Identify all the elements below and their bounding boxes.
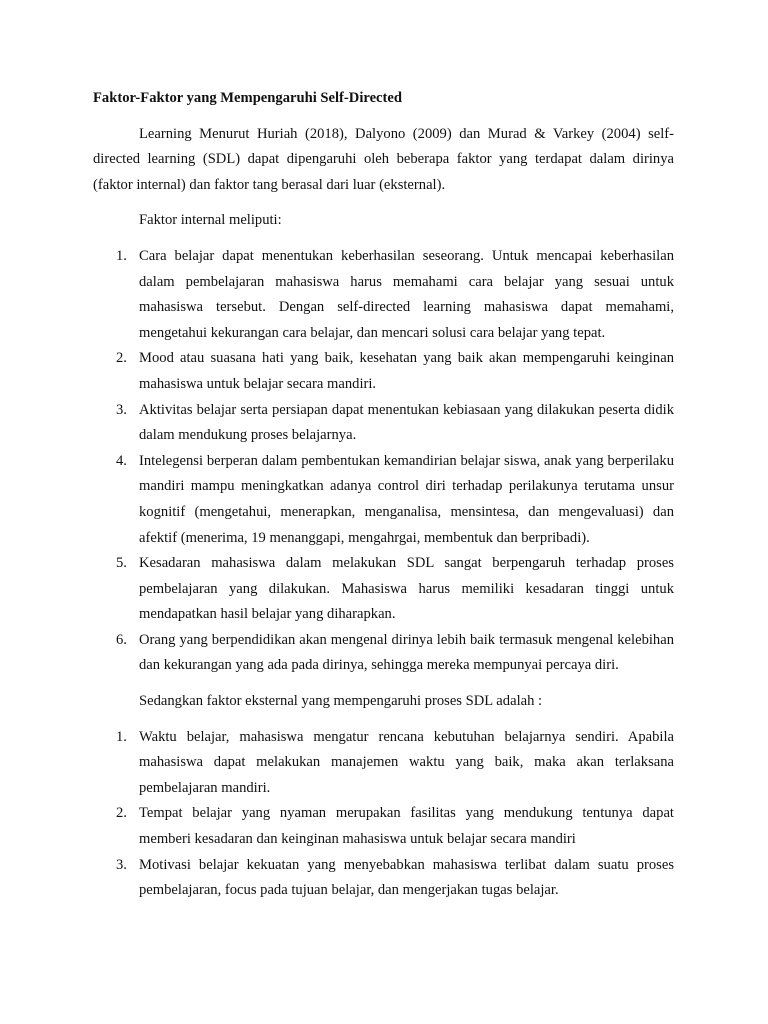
list-number: 1.: [116, 247, 127, 264]
list-number: 6.: [116, 631, 127, 648]
list-item-text: Cara belajar dapat menentukan keberhasilan seseorang. Untuk mencapai keberhasilan dalam pembelajaran mahasiswa harus memahami cara belajar yang sesuai untuk mahasiswa tersebut. Dengan self-directed learning mahasiswa dapat memahami, mengetahui kekurangan cara belajar, dan mencari solusi cara belajar yang tepat.: [139, 247, 674, 341]
list-item: [93, 346, 674, 397]
list-number: 2.: [116, 350, 127, 367]
list-item-text: Aktivitas belajar serta persiapan dapat menentukan kebiasaan yang dilakukan peserta didik dalam mendukung proses belajarnya.: [139, 401, 674, 444]
list-number: 1.: [116, 728, 127, 745]
internal-factors-lead: Faktor internal meliputi:: [139, 212, 282, 229]
list-item: [93, 551, 674, 628]
list-item: [93, 398, 674, 449]
internal-factors-list: [93, 244, 674, 679]
list-item: [93, 853, 674, 904]
external-factors-lead: Sedangkan faktor eksternal yang mempengaruhi proses SDL adalah :: [139, 693, 543, 710]
external-factors-list: [93, 725, 674, 904]
document-page: [93, 86, 674, 914]
list-item-text: Intelegensi berperan dalam pembentukan kemandirian belajar siswa, anak yang berperilaku mandiri mampu meningkatkan adanya control diri terhadap perilakunya terutama unsur kognitif (mengetahui, menerapkan, menganalisa, mensintesa, dan mengevaluasi) dan afektif (menerima, 19 menanggapi, mengahrgai, membentuk dan berpribadi).: [139, 452, 674, 546]
list-number: 5.: [116, 555, 127, 572]
intro-paragraph: Learning Menurut Huriah (2018), Dalyono (2009) dan Murad & Varkey (2004) self-directed learning (SDL) dapat dipengaruhi oleh beberapa faktor yang terdapat dalam dirinya (faktor internal) dan faktor tang berasal dari luar (eksternal).: [93, 125, 674, 193]
section-heading: Faktor-Faktor yang Mempengaruhi Self-Directed: [93, 90, 402, 106]
list-number: 3.: [116, 856, 127, 873]
list-item-text: Mood atau suasana hati yang baik, kesehatan yang baik akan mempengaruhi keinginan mahasiswa untuk belajar secara mandiri.: [139, 350, 674, 392]
list-item: [93, 801, 674, 852]
list-number: 2.: [116, 805, 127, 822]
list-number: 4.: [116, 452, 127, 469]
list-item: [93, 449, 674, 551]
list-item-text: Motivasi belajar kekuatan yang menyebabkan mahasiswa terlibat dalam suatu proses pembelajaran, focus pada tujuan belajar, dan mengerjakan tugas belajar.: [139, 856, 674, 899]
list-item: [93, 628, 674, 679]
list-item-text: Kesadaran mahasiswa dalam melakukan SDL sangat berpengaruh terhadap proses pembelajaran yang dilakukan. Mahasiswa harus memiliki kesadaran tinggi untuk mendapatkan hasil belajar yang diharapkan.: [139, 555, 674, 623]
list-number: 3.: [116, 401, 127, 418]
list-item-text: Tempat belajar yang nyaman merupakan fasilitas yang mendukung tentunya dapat memberi kesadaran dan keinginan mahasiswa untuk belajar secara mandiri: [139, 805, 674, 848]
list-item-text: Orang yang berpendidikan akan mengenal dirinya lebih baik termasuk mengenal kelebihan dan kekurangan yang ada pada dirinya, sehingga mereka mempunyai percaya diri.: [139, 631, 674, 674]
list-item: [93, 725, 674, 802]
list-item-text: Waktu belajar, mahasiswa mengatur rencana kebutuhan belajarnya sendiri. Apabila mahasiswa dapat melakukan manajemen waktu yang baik, maka akan terlaksana pembelajaran mandiri.: [139, 728, 674, 796]
list-item: [93, 244, 674, 346]
